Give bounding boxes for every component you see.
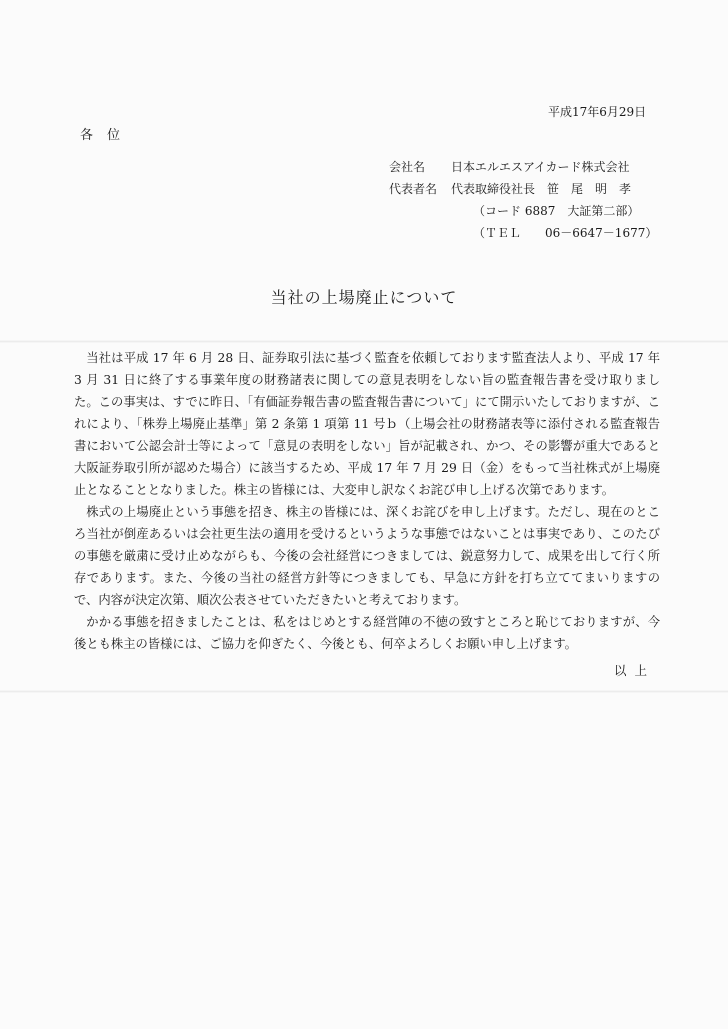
company-name: 日本エルエスアイカード株式会社 bbox=[451, 160, 630, 174]
recipient: 各位 bbox=[80, 128, 135, 143]
body-paragraph: 当社は平成 17 年 6 月 28 日、証券取引法に基づく監査を依頼しております監査法人より、平成 17 年 3 月 31 日に終了する事業年度の財務諸表に関しての意見表明をしない旨の監査報告書を受け取りました。この事実は、すでに昨日、「有価証券報告書の監査報告書について」にて開示いたしておりますが、これにより、「株券上場廃止基準」第 2 条第 1 項第 11 号ｂ（上場会社の財務諸表等に添付される監査報告書において公認会計士等によって「意見の表明をしない」旨が記載され、かつ、その影響が重大であると大阪証券取引所が認めた場合）に該当するため、平成 17 年 7 月 29 日（金）をもって当社株式が上場廃止となることとなりました。株主の皆様には、大変申し訳なくお詫び申し上げる次第であります。 bbox=[74, 351, 660, 497]
company-row bbox=[389, 156, 657, 178]
document-date: 平成17年6月29日 bbox=[548, 105, 647, 119]
body-paragraph: かかる事態を招きましたことは、私をはじめとする経営陣の不徳の致すところと恥じておりますが、今後とも株主の皆様には、ご協力を仰ぎたく、今後とも、何卒よろしくお願い申し上げます。 bbox=[74, 615, 660, 651]
document-title: 当社の上場廃止について bbox=[270, 288, 458, 307]
paper-fold-line bbox=[0, 690, 728, 693]
sender-block bbox=[389, 156, 657, 244]
stock-code: （コード 6887 大証第二部） bbox=[473, 204, 640, 218]
representative-row bbox=[389, 178, 657, 200]
body-paragraph: 株式の上場廃止という事態を招き、株主の皆様には、深くお詫びを申し上げます。ただし、現在のところ当社が倒産あるいは会社更生法の適用を受けるというような事態ではないことは事実であり、このたびの事態を厳粛に受け止めながらも、今後の会社経営につきましては、鋭意努力して、成果を出して行く所存であります。また、今後の当社の経営方針等につきましても、早急に方針を打ち立ててまいりますので、内容が決定次第、順次公表させていただきたいと考えております。 bbox=[74, 505, 660, 607]
company-label: 会社名 bbox=[389, 160, 426, 174]
document-body bbox=[74, 347, 660, 655]
representative-name: 代表取締役社長 笹 尾 明 孝 bbox=[451, 182, 632, 196]
paper-fold-line bbox=[0, 340, 728, 343]
closing-mark: 以上 bbox=[614, 663, 656, 678]
telephone: （ＴＥＬ 06－6647－1677） bbox=[473, 226, 658, 240]
representative-label: 代表者名 bbox=[389, 182, 438, 196]
